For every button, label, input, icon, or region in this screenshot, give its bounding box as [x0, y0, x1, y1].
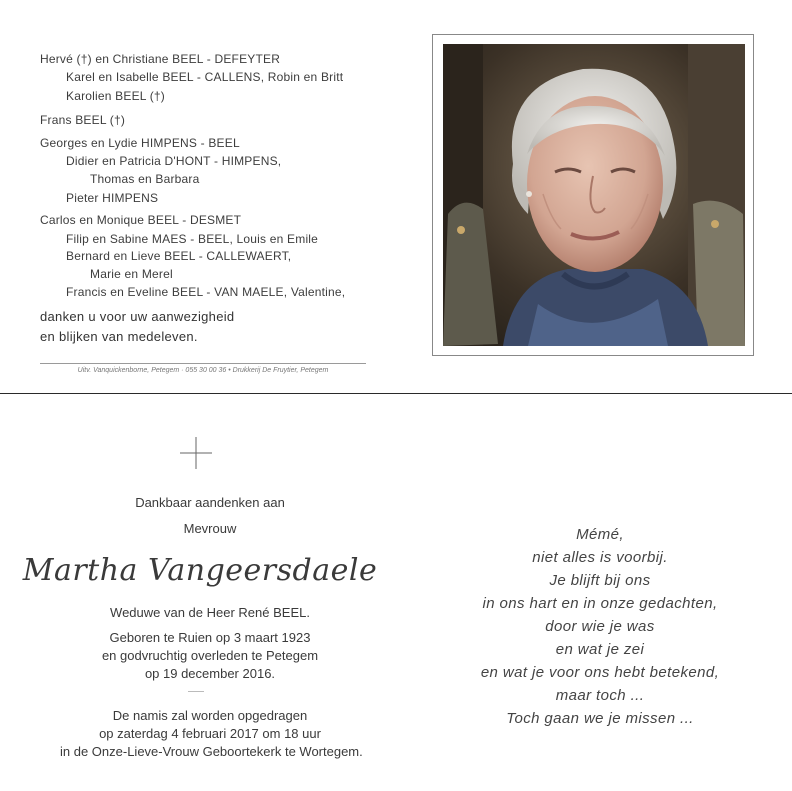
widow-line: Weduwe van de Heer René BEEL. — [110, 605, 310, 620]
cross-icon — [180, 437, 212, 469]
family-line: Georges en Lydie HIMPENS - BEEL — [40, 136, 240, 150]
memorial-intro: Dankbaar aandenken aan — [135, 495, 285, 510]
poem-line: en wat je zei — [555, 641, 645, 658]
family-line: Pieter HIMPENS — [66, 191, 159, 205]
poem-line: door wie je was — [545, 618, 655, 635]
poem-line: Je blijft bij ons — [549, 572, 651, 589]
card-back-panel — [0, 0, 792, 393]
poem-line: Toch gaan we je missen ... — [506, 710, 694, 727]
poem-line: niet alles is voorbij. — [532, 549, 668, 566]
deceased-name: Martha Vangeersdaele — [22, 553, 378, 588]
mass-line: op zaterdag 4 februari 2017 om 18 uur — [99, 726, 321, 741]
birth-line: op 19 december 2016. — [144, 666, 276, 681]
separator-dash — [188, 691, 204, 692]
family-line: Hervé (†) en Christiane BEEL - DEFEYTER — [40, 52, 281, 66]
family-line: Frans BEEL (†) — [40, 113, 126, 127]
thanks-line: en blijken van medeleven. — [40, 329, 198, 344]
family-line: Francis en Eveline BEEL - VAN MAELE, Valentine, — [66, 285, 346, 299]
portrait-photo — [443, 44, 745, 346]
family-line: Marie en Merel — [90, 267, 173, 281]
family-line: Carlos en Monique BEEL - DESMET — [40, 213, 242, 227]
family-line: Thomas en Barbara — [90, 172, 200, 186]
mass-line: De namis zal worden opgedragen — [112, 708, 308, 723]
poem-line: in ons hart en in onze gedachten, — [482, 595, 718, 612]
memorial-salutation: Mevrouw — [183, 521, 237, 536]
poem-line: maar toch ... — [555, 687, 645, 704]
birth-line: Geboren te Ruien op 3 maart 1923 — [109, 630, 311, 645]
mass-line: in de Onze-Lieve-Vrouw Geboortekerk te Wortegem. — [60, 744, 363, 759]
family-line: Filip en Sabine MAES - BEEL, Louis en Emile — [66, 232, 319, 246]
poem-line: Mémé, — [576, 526, 624, 543]
portrait-illustration — [443, 44, 745, 346]
footer-rule — [40, 363, 366, 364]
printer-credit: Uitv. Vanquickenborne, Petegem · 055 30 00 36 • Drukkerij De Fruytier, Petegem — [77, 367, 329, 374]
family-line: Didier en Patricia D'HONT - HIMPENS, — [66, 154, 282, 168]
family-line: Bernard en Lieve BEEL - CALLEWAERT, — [66, 249, 292, 263]
thanks-line: danken u voor uw aanwezigheid — [40, 309, 235, 324]
poem-line: en wat je voor ons hebt betekend, — [480, 664, 720, 681]
family-line: Karel en Isabelle BEEL - CALLENS, Robin en Britt — [66, 70, 344, 84]
birth-line: en godvruchtig overleden te Petegem — [101, 648, 319, 663]
family-line: Karolien BEEL (†) — [66, 89, 166, 103]
